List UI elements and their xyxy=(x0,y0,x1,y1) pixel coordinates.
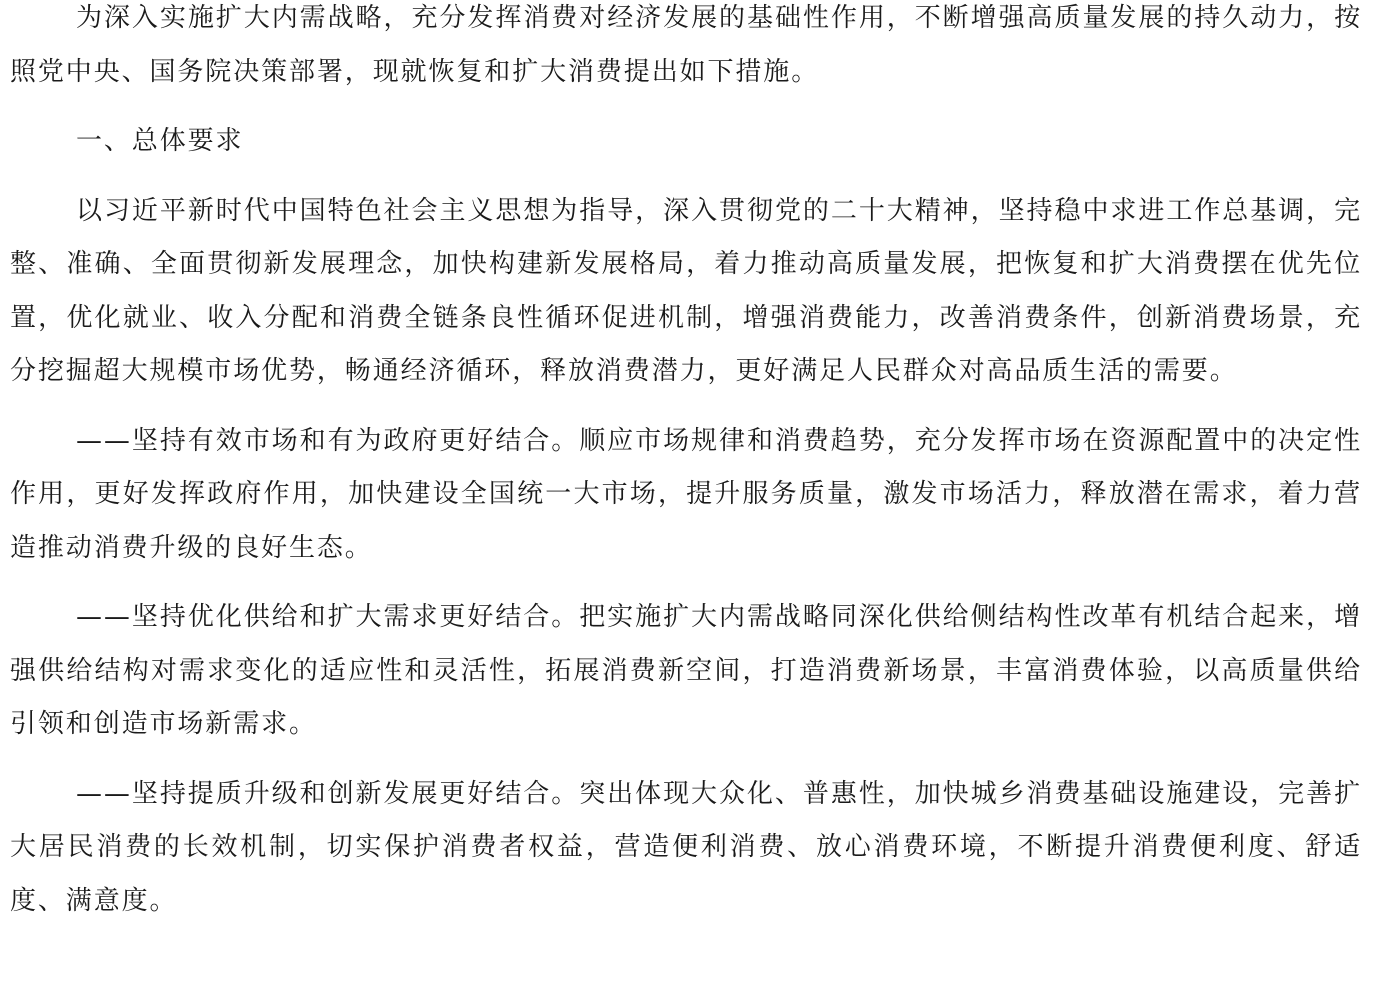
section-body-paragraph: 以习近平新时代中国特色社会主义思想为指导，深入贯彻党的二十大精神，坚持稳中求进工作总基调，完整、准确、全面贯彻新发展理念，加快构建新发展格局，着力推动高质量发展，把恢复和扩大消费摆在优先位置，优化就业、收入分配和消费全链条良性循环促进机制，增强消费能力，改善消费条件，创新消费场景，充分挖掘超大规模市场优势，畅通经济循环，释放消费潜力，更好满足人民群众对高品质生活的需要。 xyxy=(10,195,1362,386)
principle-paragraph-3: ——坚持提质升级和创新发展更好结合。突出体现大众化、普惠性，加快城乡消费基础设施建设，完善扩大居民消费的长效机制，切实保护消费者权益，营造便利消费、放心消费环境，不断提升消费便利度、舒适度、满意度。 xyxy=(10,778,1362,916)
section-heading: 一、总体要求 xyxy=(76,126,244,156)
principle-paragraph-2: ——坚持优化供给和扩大需求更好结合。把实施扩大内需战略同深化供给侧结构性改革有机结合起来，增强供给结构对需求变化的适应性和灵活性，拓展消费新空间，打造消费新场景，丰富消费体验，以高质量供给引领和创造市场新需求。 xyxy=(10,602,1362,739)
principle-paragraph-1: ——坚持有效市场和有为政府更好结合。顺应市场规律和消费趋势，充分发挥市场在资源配置中的决定性作用，更好发挥政府作用，加快建设全国统一大市场，提升服务质量，激发市场活力，释放潜在需求，着力营造推动消费升级的良好生态。 xyxy=(10,425,1362,563)
document-body xyxy=(10,0,1362,928)
intro-paragraph: 为深入实施扩大内需战略，充分发挥消费对经济发展的基础性作用，不断增强高质量发展的持久动力，按照党中央、国务院决策部署，现就恢复和扩大消费提出如下措施。 xyxy=(10,3,1362,87)
